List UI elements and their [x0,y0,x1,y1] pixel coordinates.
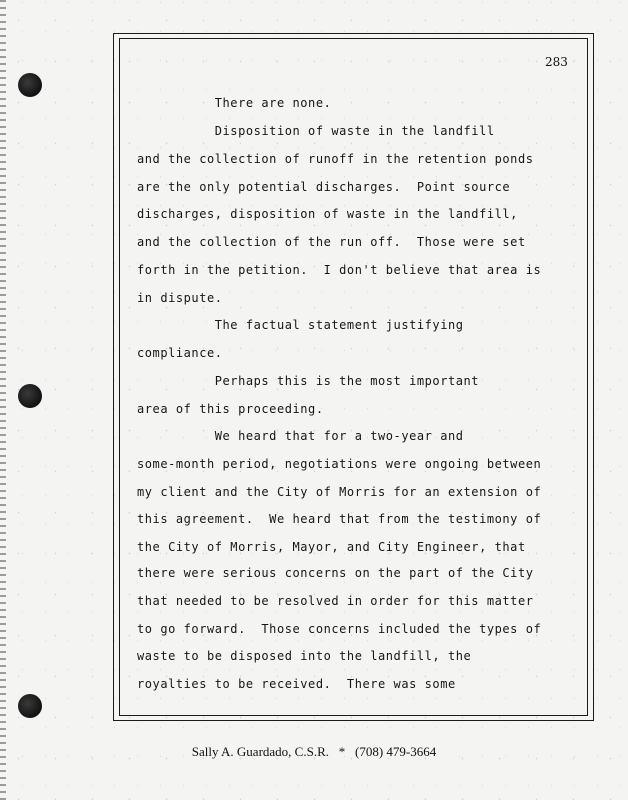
transcript-line-13: We heard that for a two-year and [137,429,464,443]
transcript-line-6: and the collection of the run off. Those were set [137,235,526,249]
transcript-line-2: Disposition of waste in the landfill [137,124,495,138]
transcript-line-5: discharges, disposition of waste in the landfill, [137,207,518,221]
page-number: 283 [545,55,568,69]
scan-left-edge [0,0,6,800]
transcript-line-3: and the collection of runoff in the retention ponds [137,152,534,166]
court-reporter-footer: Sally A. Guardado, C.S.R. * (708) 479-3664 [191,744,437,759]
punch-hole-middle [18,384,42,408]
transcript-line-14: some-month period, negotiations were ongoing between [137,457,542,471]
transcript-line-18: there were serious concerns on the part of the City [137,566,534,580]
punch-hole-bottom [18,694,42,718]
transcript-line-19: that needed to be resolved in order for this matter [137,594,534,608]
transcript-line-16: this agreement. We heard that from the testimony of [137,512,542,526]
transcript-line-22: royalties to be received. There was some [137,677,456,691]
transcript-line-17: the City of Morris, Mayor, and City Engineer, that [137,540,526,554]
punch-hole-top [18,73,42,97]
transcript-line-4: are the only potential discharges. Point source [137,180,511,194]
transcript-line-8: in dispute. [137,291,223,305]
transcript-line-21: waste to be disposed into the landfill, the [137,649,472,663]
transcript-line-12: area of this proceeding. [137,402,324,416]
transcript-line-7: forth in the petition. I don't believe that area is [137,263,542,277]
transcript-line-9: The factual statement justifying [137,318,464,332]
transcript-line-10: compliance. [137,346,223,360]
transcript-line-15: my client and the City of Morris for an extension of [137,485,542,499]
transcript-line-1: There are none. [137,96,332,110]
transcript-line-11: Perhaps this is the most important [137,374,480,388]
transcript-line-20: to go forward. Those concerns included the types of [137,622,542,636]
